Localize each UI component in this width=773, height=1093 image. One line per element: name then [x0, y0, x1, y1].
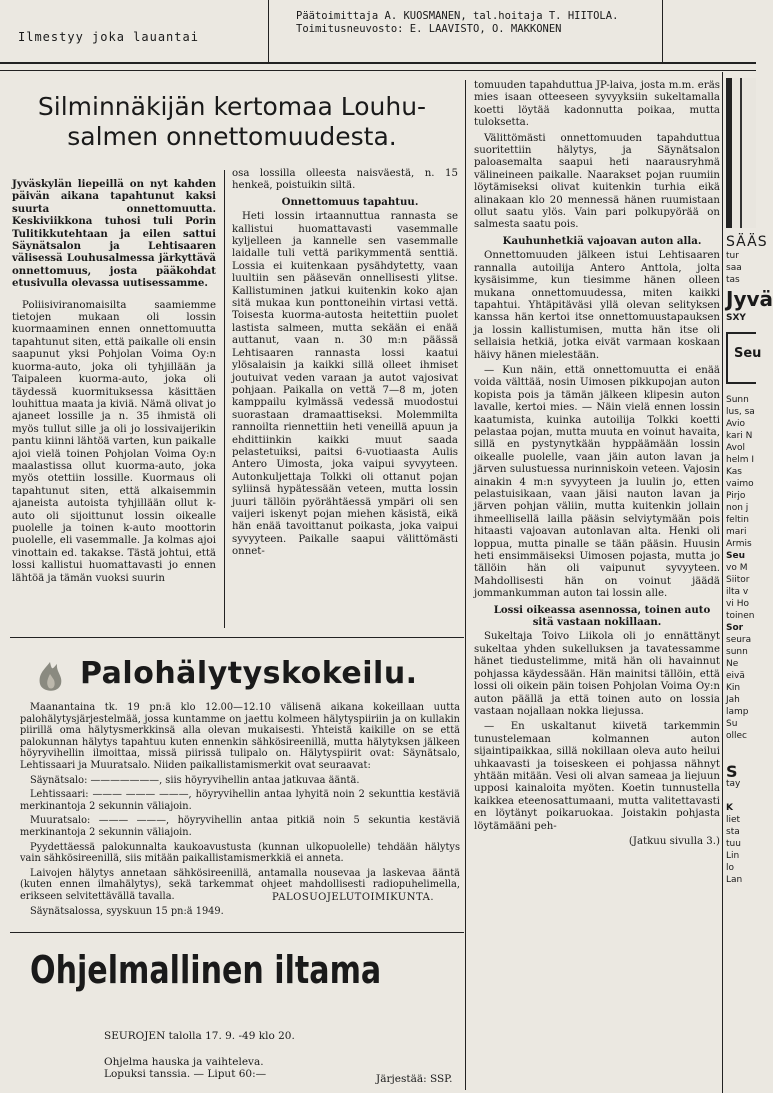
article2-laivat: Laivojen hälytys annetaan sähkösireenillä, antamalla nousevaa ja laskevaa ääntä (kuten ennen ilmahälytys), sekä tarkemmat ohjeet mahdollisesti radiopuhelimella, erikseen selvitettävällä tavalla.	[20, 867, 460, 902]
right-edge-line-35: Su	[726, 719, 738, 729]
right-edge-line-13: helm I	[726, 455, 755, 465]
right-edge-word-sxy: SXY	[726, 313, 746, 323]
subheading-lossi: Lossi oikeassa asennossa, toinen auto sitä vastaan nokillaan.	[493, 603, 711, 629]
article1-col2-text: Heti lossin irtaannuttua rannasta se kallistui huomattavasti vasemmalle kyljelleen ja kannelle sen vasemmalle laidalle tuli vettä parikymmentä senttiä. Lossia ei kuitenkaan pysähdytetty, vaan luultiin sen pääsevän onnellisesti ylitse. Kallistuminen jatkui kuitenkin koko ajan sitä mukaa kun ponttoneihin virtasi vettä. Toisesta kuorma-autosta heitettiin puolet lastista salmeen, mutta sekään ei enää auttanut, vaan n. 30 m:n päässä Lehtisaaren rannasta lossi kaatui ylösalaisin ja kaikki sillä olleet ihmiset joutuivat veden varaan ja autot vajosivat pohjaan. Paikalla on vettä 7—8 m, joten kamppailu kylmässä vedessä muodostui suorastaan dramaattiseksi. Molemmilta rannoilta riennettiin heti veneillä apuun ja ehdittiinkin kaikki muut saada pelastetuiksi, paitsi 6-vuotiaasta Aulis Antero Uimosta, joka vaipui syvyyteen. Autonkuljettaja Tolkki oli ottanut pojan syliinsä hypätessään veteen, mutta lossin juuri tällöin pyörähtäessä ympäri oli sen vaijeri iskenyt pojan miehen käsistä, eikä hän enää tavoittanut poikasta, joka vaipui syvyyteen. Paikalle saapui välittömästi onnet-	[232, 211, 458, 558]
headline-palohalytys: Palohälytyskokeilu.	[80, 656, 418, 691]
right-edge-line-1: tur	[726, 251, 739, 261]
subheading-kauhunhetkia: Kauhunhetkiä vajoavan auton alla.	[502, 234, 702, 247]
article1-col3-text6: — En uskaltanut kiivetä tarkemmin tunustelemaan kolmannen auton sijaintipaikkaa, sillä nokillaan oleva auto heilui uhkaavasti ja toiseskeen ei pohjassa nähnyt yhtään mitään. Vesi oli alvan sameaa ja liejuun upposi kainaloita myöten. Koetin tunnustella kaikkea eteenosattumaani, mutta valitettavasti en löytänyt poikaruokaa. Joistakin pohjasta löytämääni peh-	[474, 721, 720, 832]
section-divider-1	[10, 637, 464, 638]
article1-col3-text2: Välittömästi onnettomuuden tapahduttua suoritettiin hälytys, ja Säynätsalon paloasemalta saapui heti naarausryhmä välineineen paikalle. Naarakset pojan ruumiin löytämiseksi olivat kuitenkin turhia eikä alinakaan klo 20 mennessä hänen ruumistaan ollut saatu ylös. Vain pari polkupyörää on salmesta saatu pois.	[474, 132, 720, 231]
right-edge-line-18: feltin	[726, 515, 749, 525]
column-rule-3	[722, 72, 723, 1093]
right-edge-line-22: vo M	[726, 563, 748, 573]
article2-date: Säynätsalossa, syyskuun 15 pn:ä 1949.	[30, 905, 224, 917]
masthead-divider-right	[662, 0, 663, 62]
article1-col3-text4: — Kun näin, että onnettomuutta ei enää voida välttää, nosin Uimosen pikkupojan auton kopista pois ja tämän jälkeen klipesin auton lavalle, kertoi mies. — Näin vielä ennen lossin kaatumista, kuinka autoilija Tolkki koetti pelastaa pojan, mutta muuta en voinut havaita, sillä en pystynytkään hyppäämään lossin oikealle puolelle, vaan jäin auton lavan ja järven sulustuessa nurinniskoin veteen. Vajosin ainakin 4 m:n syvyyteen ja luulin jo, etten pelastuisikaan, vaan jäisi nauton lavan ja järven pohjan väliin, mutta kuitenkin jollain ihmeellisellä lailla pääsin selviytymään pois hitaasti vajoavan autonlavan alta. Henki oli loppua, mutta pinalle se tään pääsin. Huusin heti ensimmäiseksi Uimosen pojasta, mutta jo tällöin hän oli vaipunut syvyyteen. Mahdollisesti hän on voinut jäädä jommankumman auton tai lossin alle.	[474, 364, 720, 600]
right-edge-ad-graphic	[726, 78, 756, 228]
article1-col3-start: tomuuden tapahduttua JP-laiva, josta m.m. eräs mies isaan otteeseen syvyyksiin sukeltamalla koetti löytää kadonnutta poikaa, mutta tuloksetta.	[474, 80, 720, 129]
right-edge-line-17: non j	[726, 503, 749, 513]
right-edge-line-34: lamp	[726, 707, 749, 717]
article1-col1-text: Poliisiviranomaisilta saamiemme tietojen mukaan oli lossin kuormaaminen ennen onnettomuutta tapahtunut siten, että paikalle oli ensin saapunut yksi Pohjolan Voima Oy:n kuorma-auto, joka oli tyhjillään ja Taipaleen kuorma-auto, joka oli täydessä kuormituksessa käsittäen louhittua maata ja kiviä. Nämä olivat jo ajaneet lossille ja n. 35 ihmistä oli myös tullut sille ja oli jo lossivaijerikin pantu kiinni lähtöä varten, kun paikalle ajoi vielä toinen Pohjolan Voima Oy:n maalastissa ollut kuorma-auto, joka myös otettiin lossille. Kuormaus oli tapahtunut siten, että alkaisemmin ajaneista autoista tyhjillään ollut k-auto oli sijoittunut lossin oikealle puolelle ja toinen k-auto moottorin puolelle, eli vasemmalle. Ja kolmas ajoi vinottain ed. takakse. Tästä johtui, että lossi kallistui huomattavasti jo ennen lähtöä ja tämän vuoksi suurin	[12, 299, 216, 584]
masthead-rule	[0, 62, 756, 64]
right-edge-line-3: tas	[726, 275, 740, 285]
masthead-rule-thin	[0, 70, 756, 71]
right-edge-line-48: Lan	[726, 875, 743, 885]
right-edge-word-seu: Seu	[734, 346, 762, 361]
article2-line-lehtissaari: Lehtissaari: ——— ——— ———, höyryvihellin antaa lyhyitä noin 2 sekunttia kestäviä merkinantoja 2 sekunnin väliajoin.	[20, 789, 460, 812]
right-edge-line-26: toinen	[726, 611, 755, 621]
fire-icon	[30, 660, 70, 696]
iltama-tickets: Lopuksi tanssia. — Liput 60:—	[104, 1068, 267, 1080]
right-edge-column	[726, 78, 773, 1088]
right-edge-line-32: Kin	[726, 683, 741, 693]
article2-signature: PALOSUOJELUTOIMIKUNTA.	[272, 892, 435, 903]
masthead-right	[296, 10, 618, 36]
right-edge-word-jyva: Jyvä	[726, 287, 773, 311]
right-edge-line-25: vi Ho	[726, 599, 749, 609]
right-edge-line-43: liet	[726, 815, 741, 825]
right-edge-line-27: Sor	[726, 623, 744, 633]
right-edge-line-20: Armis	[726, 539, 752, 549]
right-edge-line-39: S	[726, 762, 738, 781]
masthead-left: Ilmestyy joka lauantai	[18, 30, 199, 44]
right-edge-line-40: tay	[726, 779, 741, 789]
article1-col3-text3: Onnettomuuden jälkeen istui Lehtisaaren rannalla autoilija Antero Anttola, jolta kysäisimme, kun tiesimme hänen olleen mukana onnettomuudessa, miten kaikki tapahtui. Yhtäpitäväsi yllä olevan selityksen kanssa hän kertoi itse onnettomuustapauksen ja lossin kallistumisen, mutta hän itse oli sellaisia hetkiä, jotka eivät varmaan koskaan häivy hänen mielestään.	[474, 250, 720, 361]
article1-col2-start: osa lossilla olleesta naisväestä, n. 15 henkeä, poistuikin siltä.	[232, 168, 458, 192]
article1-lead: Jyväskylän liepeillä on nyt kahden päivän aikana tapahtunut kaksi suurta onnettomuutta. Keskiviikkona tuhosi tuli Porin Tulitikkutehtaan ja eilen sattui Säynätsalon ja Lehtisaaren välisessä Louhusalmessa järkyttävä onnettomuus, josta pääkohdat etusivulla olevassa uutisessamme.	[12, 178, 216, 290]
right-edge-line-19: mari	[726, 527, 747, 537]
masthead-divider-left	[268, 0, 269, 62]
headline-louhusalmi: Silminnäkijän kertomaa Louhu-salmen onnettomuudesta.	[37, 92, 427, 151]
article1-column-2	[232, 168, 458, 628]
right-edge-box	[726, 332, 762, 384]
right-edge-line-31: eivä	[726, 671, 745, 681]
right-edge-line-28: seura	[726, 635, 752, 645]
iltama-venue: SEUROJEN talolla 17. 9. -49 klo 20.	[104, 1030, 295, 1042]
right-edge-line-24: ilta v	[726, 587, 749, 597]
column-rule-2	[465, 80, 466, 1090]
right-edge-line-15: vaimo	[726, 479, 754, 489]
article2-intro: Maanantaina tk. 19 pn:ä klo 12.00—12.10 välisenä aikana kokeillaan uutta palohälytysjärjestelmää, jossa kuntamme on jaettu kolmeen hälytyspiiriin ja on kullakin piirillä oma hälytysmerkkinsä alla olevan mukaisesti. Yhteistä kaikille on se että palokunnan hälytys tapahtuu kuten ennenkin sähkösireenillä, mutta hälytyksen jälkeen höyryvihellin ilmoittaa, missä piirissä tulipalo on. Hälytyspiirit ovat: Säynätsalo, Lehtissaari ja Muuratsalo. Niiden paikallistamismerkit ovat seuraavat:	[20, 702, 460, 771]
right-edge-line-33: Jah	[726, 695, 740, 705]
right-edge-line-29: sunn	[726, 647, 748, 657]
right-edge-line-45: tuu	[726, 839, 741, 849]
right-edge-word-saas: SÄÄS	[726, 234, 768, 250]
right-edge-line-12: Avol	[726, 443, 745, 453]
right-edge-line-16: Pirjo	[726, 491, 746, 501]
right-edge-line-44: sta	[726, 827, 740, 837]
iltama-organizer: Järjestää: SSP.	[376, 1073, 453, 1085]
headline-iltama: Ohjelmallinen iltama	[30, 948, 382, 992]
right-edge-line-10: Avio	[726, 419, 745, 429]
right-edge-line-36: ollec	[726, 731, 747, 741]
article2-line-muuratsalo: Muuratsalo: ——— ———, höyryvihellin antaa pitkiä noin 5 sekuntia kestäviä merkinantoja 2 sekunnin väliajoin.	[20, 815, 460, 838]
column-rule-1	[224, 170, 225, 628]
subheading-onnettomuus: Onnettomuus tapahtuu.	[281, 195, 419, 208]
right-edge-line-8: Sunn	[726, 395, 749, 405]
article2-body	[20, 702, 460, 917]
masthead-editors: Päätoimittaja A. KUOSMANEN, tal.hoitaja T. HIITOLA.	[296, 10, 619, 22]
article2-line-saynatsalo: Säynätsalo: ———————, siis höyryvihellin antaa jatkuvaa ääntä.	[30, 774, 360, 786]
iltama-program: Ohjelma hauska ja vaihteleva.	[104, 1056, 264, 1068]
right-edge-line-46: Lin	[726, 851, 740, 861]
article1-column-3	[474, 80, 720, 1088]
section-divider-2	[10, 932, 464, 933]
right-edge-line-2: saa	[726, 263, 742, 273]
right-edge-line-47: lo	[726, 863, 735, 873]
right-edge-line-23: Siitor	[726, 575, 750, 585]
article1-column-1	[12, 178, 216, 626]
masthead-council: Toimitusneuvosto: E. LAAVISTO, O. MAKKONEN	[296, 23, 562, 35]
right-edge-line-42: K	[726, 803, 733, 813]
right-edge-line-9: lus, sa	[726, 407, 755, 417]
article1-col3-text5: Sukeltaja Toivo Liikola oli jo ennättänyt sukeltaa yhden sukelluksen ja tavatessamme hänet tiedustelimme, mitä hän oli havainnut pohjassa käydessään. Hän mainitsi tällöin, että lossi oli oikein päin toisen Pohjolan Voima Oy:n auton päällä ja että toinen auto on lossia vastaan nojallaan nokka liejussa.	[474, 631, 720, 717]
article2-kaukoavustus: Pyydettäessä palokunnalta kaukoavustusta (kunnan ulkopuolelle) tehdään hälytys vain sähkösireenillä, siis mitään paikallistamismerkkiä ei anneta.	[20, 841, 460, 865]
right-edge-line-11: kari N	[726, 431, 753, 441]
right-edge-line-14: Kas	[726, 467, 742, 477]
continued-note: (Jatkuu sivulla 3.)	[628, 835, 720, 847]
right-edge-line-21: Seu	[726, 551, 745, 561]
right-edge-line-30: Ne	[726, 659, 739, 669]
